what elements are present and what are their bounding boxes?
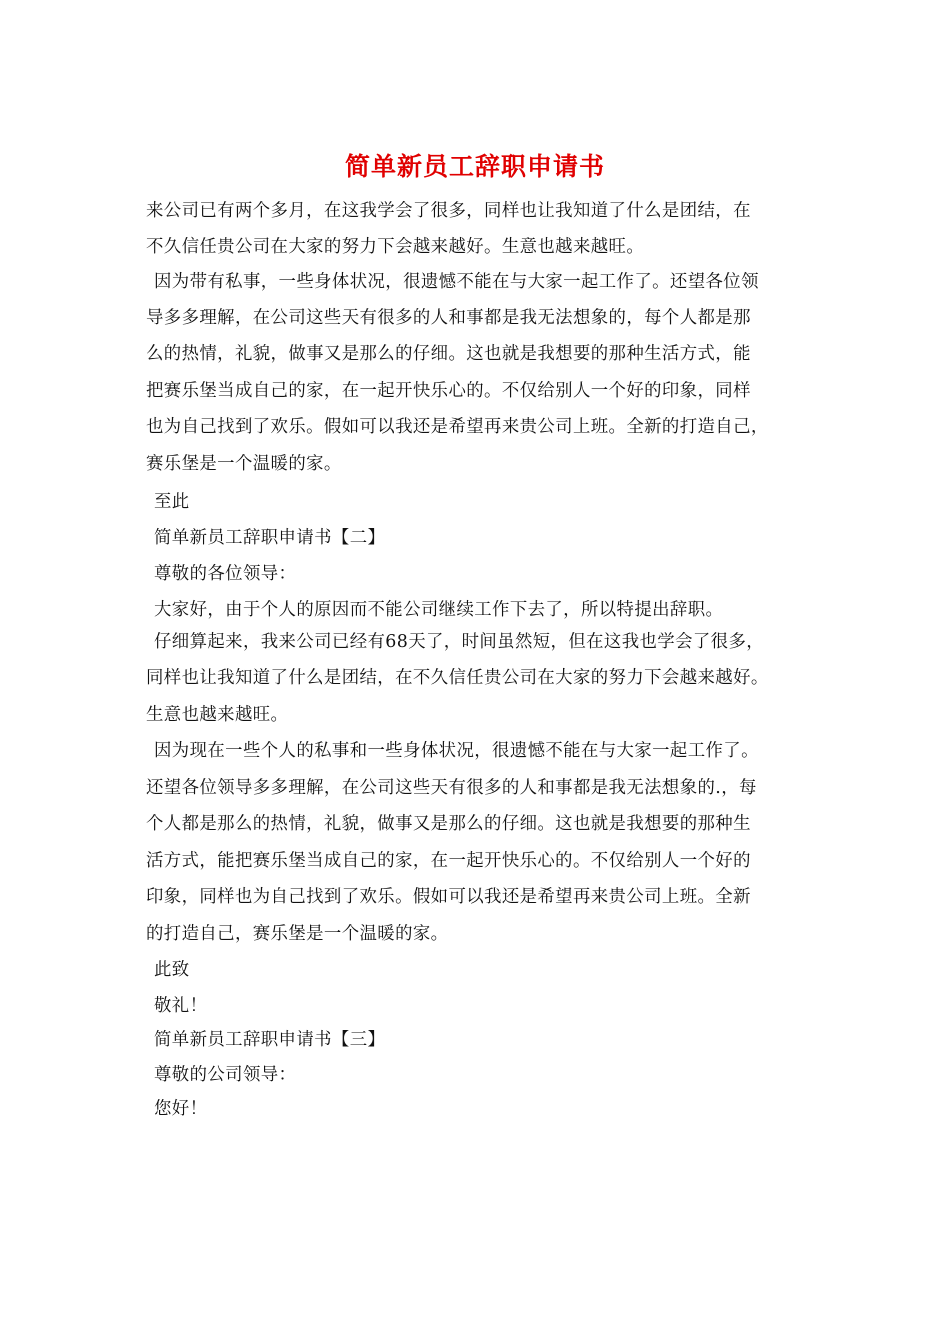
- section-heading: 简单新员工辞职申请书【三】: [154, 1030, 386, 1050]
- paragraph-line: 生意也越来越旺。: [146, 705, 289, 725]
- salutation: 尊敬的公司领导：: [154, 1065, 297, 1085]
- paragraph-line: 因为带有私事，一些身体状况，很遗憾不能在与大家一起工作了。还望各位领: [154, 272, 759, 292]
- paragraph-line: 还望各位领导多多理解，在公司这些天有很多的人和事都是我无法想象的.，每: [146, 778, 757, 798]
- paragraph-line: 因为现在一些个人的私事和一些身体状况，很遗憾不能在与大家一起工作了。: [154, 741, 759, 761]
- paragraph-line: 活方式，能把赛乐堡当成自己的家，在一起开快乐心的。不仅给别人一个好的: [146, 851, 751, 871]
- paragraph-line: 来公司已有两个多月，在这我学会了很多，同样也让我知道了什么是团结，在: [146, 201, 751, 221]
- paragraph-line: 大家好，由于个人的原因而不能公司继续工作下去了，所以特提出辞职。: [154, 600, 724, 620]
- closing-line: 此致: [154, 960, 190, 980]
- document-title: 简单新员工辞职申请书: [344, 152, 605, 181]
- paragraph-line: 的打造自己，赛乐堡是一个温暖的家。: [146, 924, 449, 944]
- salutation: 尊敬的各位领导：: [154, 564, 297, 584]
- paragraph-line: 么的热情，礼貌，做事又是那么的仔细。这也就是我想要的那种生活方式，能: [146, 344, 751, 364]
- closing-line: 敬礼！: [154, 996, 208, 1016]
- section-heading: 简单新员工辞职申请书【二】: [154, 528, 386, 548]
- paragraph-line: 至此: [154, 492, 190, 512]
- paragraph-line: 个人都是那么的热情，礼貌，做事又是那么的仔细。这也就是我想要的那种生: [146, 814, 751, 834]
- paragraph-line: 把赛乐堡当成自己的家，在一起开快乐心的。不仅给别人一个好的印象，同样: [146, 381, 751, 401]
- paragraph-line: 导多多理解，在公司这些天有很多的人和事都是我无法想象的，每个人都是那: [146, 308, 751, 328]
- paragraph-line: 仔细算起来，我来公司已经有68天了，时间虽然短，但在这我也学会了很多，: [154, 632, 765, 652]
- paragraph-line: 赛乐堡是一个温暖的家。: [146, 454, 342, 474]
- paragraph-line: 印象，同样也为自己找到了欢乐。假如可以我还是希望再来贵公司上班。全新: [146, 887, 751, 907]
- paragraph-line: 不久信任贵公司在大家的努力下会越来越好。生意也越来越旺。: [146, 237, 645, 257]
- greeting: 您好！: [154, 1099, 208, 1119]
- paragraph-line: 同样也让我知道了什么是团结，在不久信任贵公司在大家的努力下会越来越好。: [146, 668, 769, 688]
- paragraph-line: 也为自己找到了欢乐。假如可以我还是希望再来贵公司上班。全新的打造自己，: [146, 417, 769, 437]
